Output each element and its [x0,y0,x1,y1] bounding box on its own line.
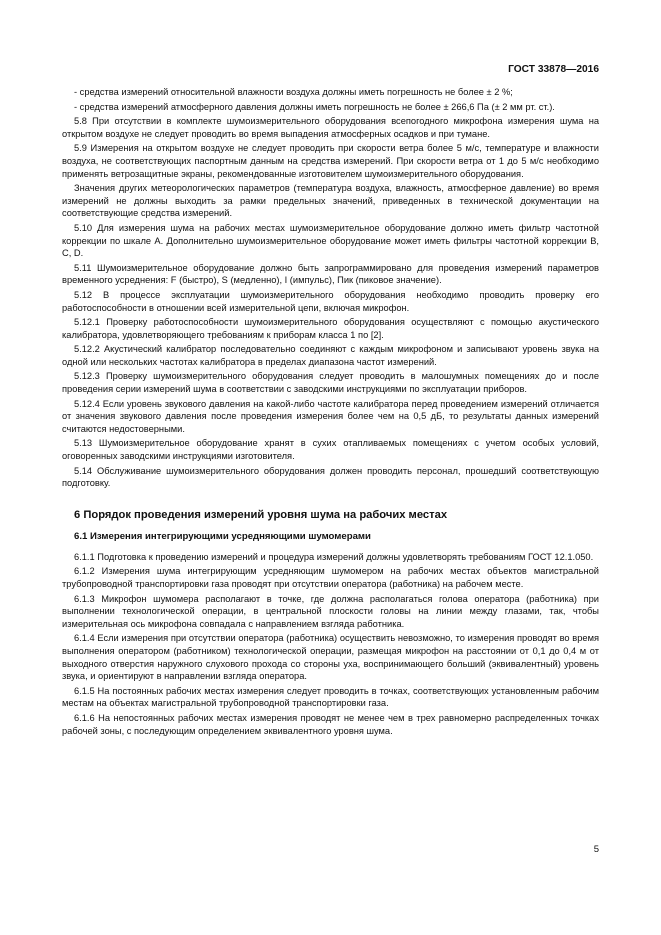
paragraph: 6.1.2 Измерения шума интегрирующим усредняющим шумомером на рабочих местах объектов магистральной трубопроводной транспортировки газа проводят при отсутствии оператора (работника) на рабочем месте. [62,566,599,589]
section-title: 6 Порядок проведения измерений уровня шума на рабочих местах [74,508,448,521]
paragraph: - средства измерений атмосферного давления должны иметь погрешность не более ± 266,6 Па (± 2 мм рт. ст.). [74,101,555,112]
page-number: 5 [593,844,599,855]
paragraph: 5.12.3 Проверку шумоизмерительного оборудования следует проводить в малошумных помещениях до и после проведения серии измерений шума в соответствии с заводскими инструкциями по эксплуатации приборов. [62,371,599,395]
paragraph: 5.14 Обслуживание шумоизмерительного оборудования должен проводить персонал, прошедший соответствующую подготовку. [62,465,599,489]
paragraph: 6.1.5 На постоянных рабочих местах измерения следует проводить в точках, соответствующих установленным рабочим местам на объектах магистральной трубопроводной транспортировки газа. [62,685,599,709]
paragraph: 5.12.2 Акустический калибратор последовательно соединяют с каждым микрофоном и записывают уровень звука на одной или нескольких частотах калибратора в пределах диапазона частот измерений. [62,344,599,367]
paragraph: 6.1.6 На непостоянных рабочих местах измерения проводят не менее чем в трех равномерно распределенных точках рабочей зоны, с последующим определением эквивалентного уровня шума. [62,712,599,736]
paragraph: 6.1.4 Если измерения при отсутствии оператора (работника) осуществить невозможно, то измерения проводят во время выполнения оператором (работником) технологической операции, размещая микрофон на расстоянии от 0,1 до 0,4 м от выходного отверстия наружного слухового прохода со стороны уха, воспринимающего больший (эквивалентный) уровень звука, и ориентируют в направлении взгляда оператора. [62,633,599,682]
paragraph: 6.1.1 Подготовка к проведению измерений и процедура измерений должны удовлетворять требованиям ГОСТ 12.1.050. [74,551,594,562]
document-header: ГОСТ 33878—2016 [508,64,599,75]
paragraph: 5.12 В процессе эксплуатации шумоизмерительного оборудования необходимо проводить проверку его работоспособности в отношении всей измерительной цепи, включая микрофон. [62,289,599,313]
paragraph: 5.8 При отсутствии в комплекте шумоизмерительного оборудования всепогодного микрофона измерения шума на открытом воздухе не следует проводить во время выпадения атмосферных осадков и при тумане. [62,116,599,139]
paragraph: 5.12.4 Если уровень звукового давления на какой-либо частоте калибратора перед проведением измерений отличается от значения звукового давления после проведения измерения более чем на 0,5 дБ, то результаты данных измерений считаются недостоверными. [62,398,599,434]
page-content [62,86,599,739]
paragraph: 6.1.3 Микрофон шумомера располагают в точке, где должна располагаться голова оператора (работника) при выполнении технологической операции, в центральной плоскости головы на линии между глазами, так, чтобы измерительная ось микрофона совпадала с направлением взгляда работника. [62,593,599,629]
paragraph: Значения других метеорологических параметров (температура воздуха, влажность, атмосферное давление) во время измерений не должны выходить за рамки предельных значений, приведенных в технической документации на соответствующие средства измерений. [62,183,599,219]
paragraph: 5.10 Для измерения шума на рабочих местах шумоизмерительное оборудование должно иметь фильтр частотной коррекции по шкале A. Дополнительно шумоизмерительное оборудование может иметь фильтры частотной коррекции B, C, D. [62,222,599,259]
paragraph: 5.11 Шумоизмерительное оборудование должно быть запрограммировано для проведения измерений параметров временного усреднения: F (быстро), S (медленно), I (импульс), Пик (пиковое значение). [62,262,599,286]
paragraph: - средства измерений относительной влажности воздуха должны иметь погрешность не более ± 2 %; [74,87,513,97]
paragraph: 5.9 Измерения на открытом воздухе не следует проводить при скорости ветра более 5 м/с, температуре и влажности воздуха, не соответствующих паспортным данным на средства измерений. При скорости ветра от 1 до 5 м/с необходимо применять ветрозащитные экраны, рекомендованные изготовителем шумоизмерительного оборудования. [62,143,599,179]
paragraph: 5.13 Шумоизмерительное оборудование хранят в сухих отапливаемых помещениях с учетом особых условий, оговоренных заводскими инструкциями изготовителя. [62,438,599,462]
subsection-title: 6.1 Измерения интегрирующими усредняющими шумомерами [74,530,371,542]
paragraph: 5.12.1 Проверку работоспособности шумоизмерительного оборудования осуществляют с помощью акустического калибратора, удовлетворяющего требованиям к приборам класса 1 по [2]. [62,317,599,340]
